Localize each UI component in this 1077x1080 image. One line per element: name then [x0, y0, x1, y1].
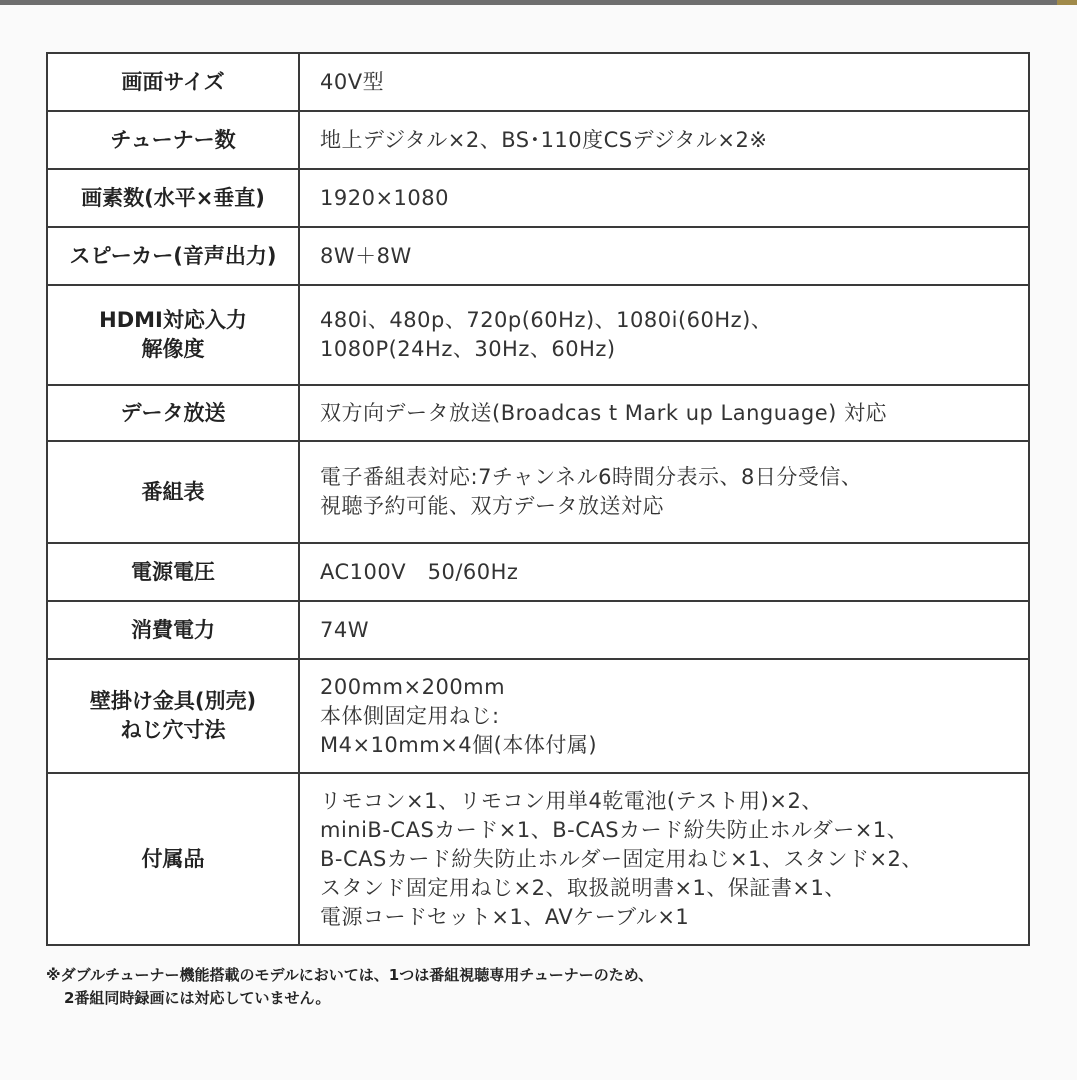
- spec-value-line: リモコン×1、リモコン用単4乾電池(テスト用)×2、: [320, 788, 823, 813]
- spec-label-line: 付属品: [141, 846, 205, 871]
- spec-value-line: 8W＋8W: [320, 243, 412, 268]
- top-border-accent: [1057, 0, 1077, 5]
- spec-label-cell: [47, 385, 299, 441]
- spec-row-power-consumption: [47, 601, 1029, 659]
- spec-table: [46, 52, 1030, 946]
- top-border-bar: [0, 0, 1077, 5]
- spec-label-line: スピーカー(音声出力): [69, 243, 277, 268]
- spec-table-body: [47, 53, 1029, 945]
- spec-label-line: 画素数(水平×垂直): [81, 185, 265, 210]
- spec-value-cell: [299, 169, 1029, 227]
- spec-value-line: 200mm×200mm: [320, 674, 506, 699]
- spec-value-line: 本体側固定用ねじ:: [320, 703, 500, 728]
- spec-label-line: 電源電圧: [131, 559, 215, 584]
- spec-label-cell: [47, 53, 299, 111]
- spec-label-cell: [47, 169, 299, 227]
- spec-label-line: ねじ穴寸法: [120, 718, 226, 742]
- spec-row-wall-mount: [47, 659, 1029, 773]
- spec-value-cell: [299, 601, 1029, 659]
- spec-label-cell: [47, 543, 299, 601]
- spec-value-line: 1080P(24Hz、30Hz、60Hz): [320, 337, 616, 361]
- spec-value-cell: [299, 227, 1029, 285]
- spec-value-cell: [299, 53, 1029, 111]
- spec-value-line: 視聴予約可能、双方データ放送対応: [320, 494, 664, 518]
- spec-value-line: 1920×1080: [320, 185, 449, 210]
- spec-label-line: 解像度: [141, 337, 205, 361]
- spec-label-line: データ放送: [120, 400, 226, 425]
- spec-label-line: 番組表: [141, 479, 205, 504]
- footnote-line: ※ダブルチューナー機能搭載のモデルにおいては、1つは番組視聴専用チューナーのため、: [46, 966, 654, 984]
- spec-label-cell: [47, 773, 299, 945]
- spec-value-line: AC100V 50/60Hz: [320, 559, 519, 584]
- spec-row-screen-size: [47, 53, 1029, 111]
- spec-label-cell: [47, 227, 299, 285]
- spec-value-cell: [299, 385, 1029, 441]
- spec-value-line: 電子番組表対応:7チャンネル6時間分表示、8日分受信、: [320, 465, 863, 489]
- spec-row-pixels: [47, 169, 1029, 227]
- spec-label-line: チューナー数: [110, 127, 236, 152]
- spec-value-line: 双方向データ放送(Broadcas t Mark up Language) 対応: [320, 400, 888, 425]
- spec-label-line: HDMI対応入力: [99, 308, 247, 332]
- spec-row-tuners: [47, 111, 1029, 169]
- spec-label-cell: [47, 441, 299, 543]
- spec-value-cell: [299, 773, 1029, 945]
- spec-row-speaker: [47, 227, 1029, 285]
- spec-value-cell: [299, 543, 1029, 601]
- spec-value-cell: [299, 285, 1029, 385]
- spec-label-line: 消費電力: [131, 617, 215, 642]
- spec-value-line: M4×10mm×4個(本体付属): [320, 732, 598, 757]
- spec-row-accessories: [47, 773, 1029, 945]
- footnote: [46, 964, 653, 1010]
- spec-value-cell: [299, 111, 1029, 169]
- spec-value-line: スタンド固定用ねじ×2、取扱説明書×1、保証書×1、: [320, 875, 846, 900]
- spec-value-line: 電源コードセット×1、AVケーブル×1: [320, 904, 690, 929]
- spec-value-line: 地上デジタル×2、BS･110度CSデジタル×2※: [320, 127, 768, 152]
- spec-label-cell: [47, 285, 299, 385]
- footnote-line: 2番組同時録画には対応していません。: [64, 989, 331, 1007]
- spec-value-line: miniB-CASカード×1、B-CASカード紛失防止ホルダー×1、: [320, 817, 909, 842]
- spec-label-line: 画面サイズ: [121, 69, 225, 94]
- spec-value-line: 480i、480p、720p(60Hz)、1080i(60Hz)、: [320, 308, 773, 332]
- spec-label-line: 壁掛け金具(別売): [89, 689, 257, 713]
- spec-row-program-guide: [47, 441, 1029, 543]
- spec-value-line: 40V型: [320, 69, 385, 94]
- spec-label-cell: [47, 601, 299, 659]
- spec-row-power-voltage: [47, 543, 1029, 601]
- spec-value-line: 74W: [320, 617, 369, 642]
- spec-row-hdmi: [47, 285, 1029, 385]
- spec-value-cell: [299, 441, 1029, 543]
- spec-row-data-broadcast: [47, 385, 1029, 441]
- spec-label-cell: [47, 659, 299, 773]
- spec-value-line: B-CASカード紛失防止ホルダー固定用ねじ×1、スタンド×2、: [320, 846, 923, 871]
- spec-label-cell: [47, 111, 299, 169]
- spec-value-cell: [299, 659, 1029, 773]
